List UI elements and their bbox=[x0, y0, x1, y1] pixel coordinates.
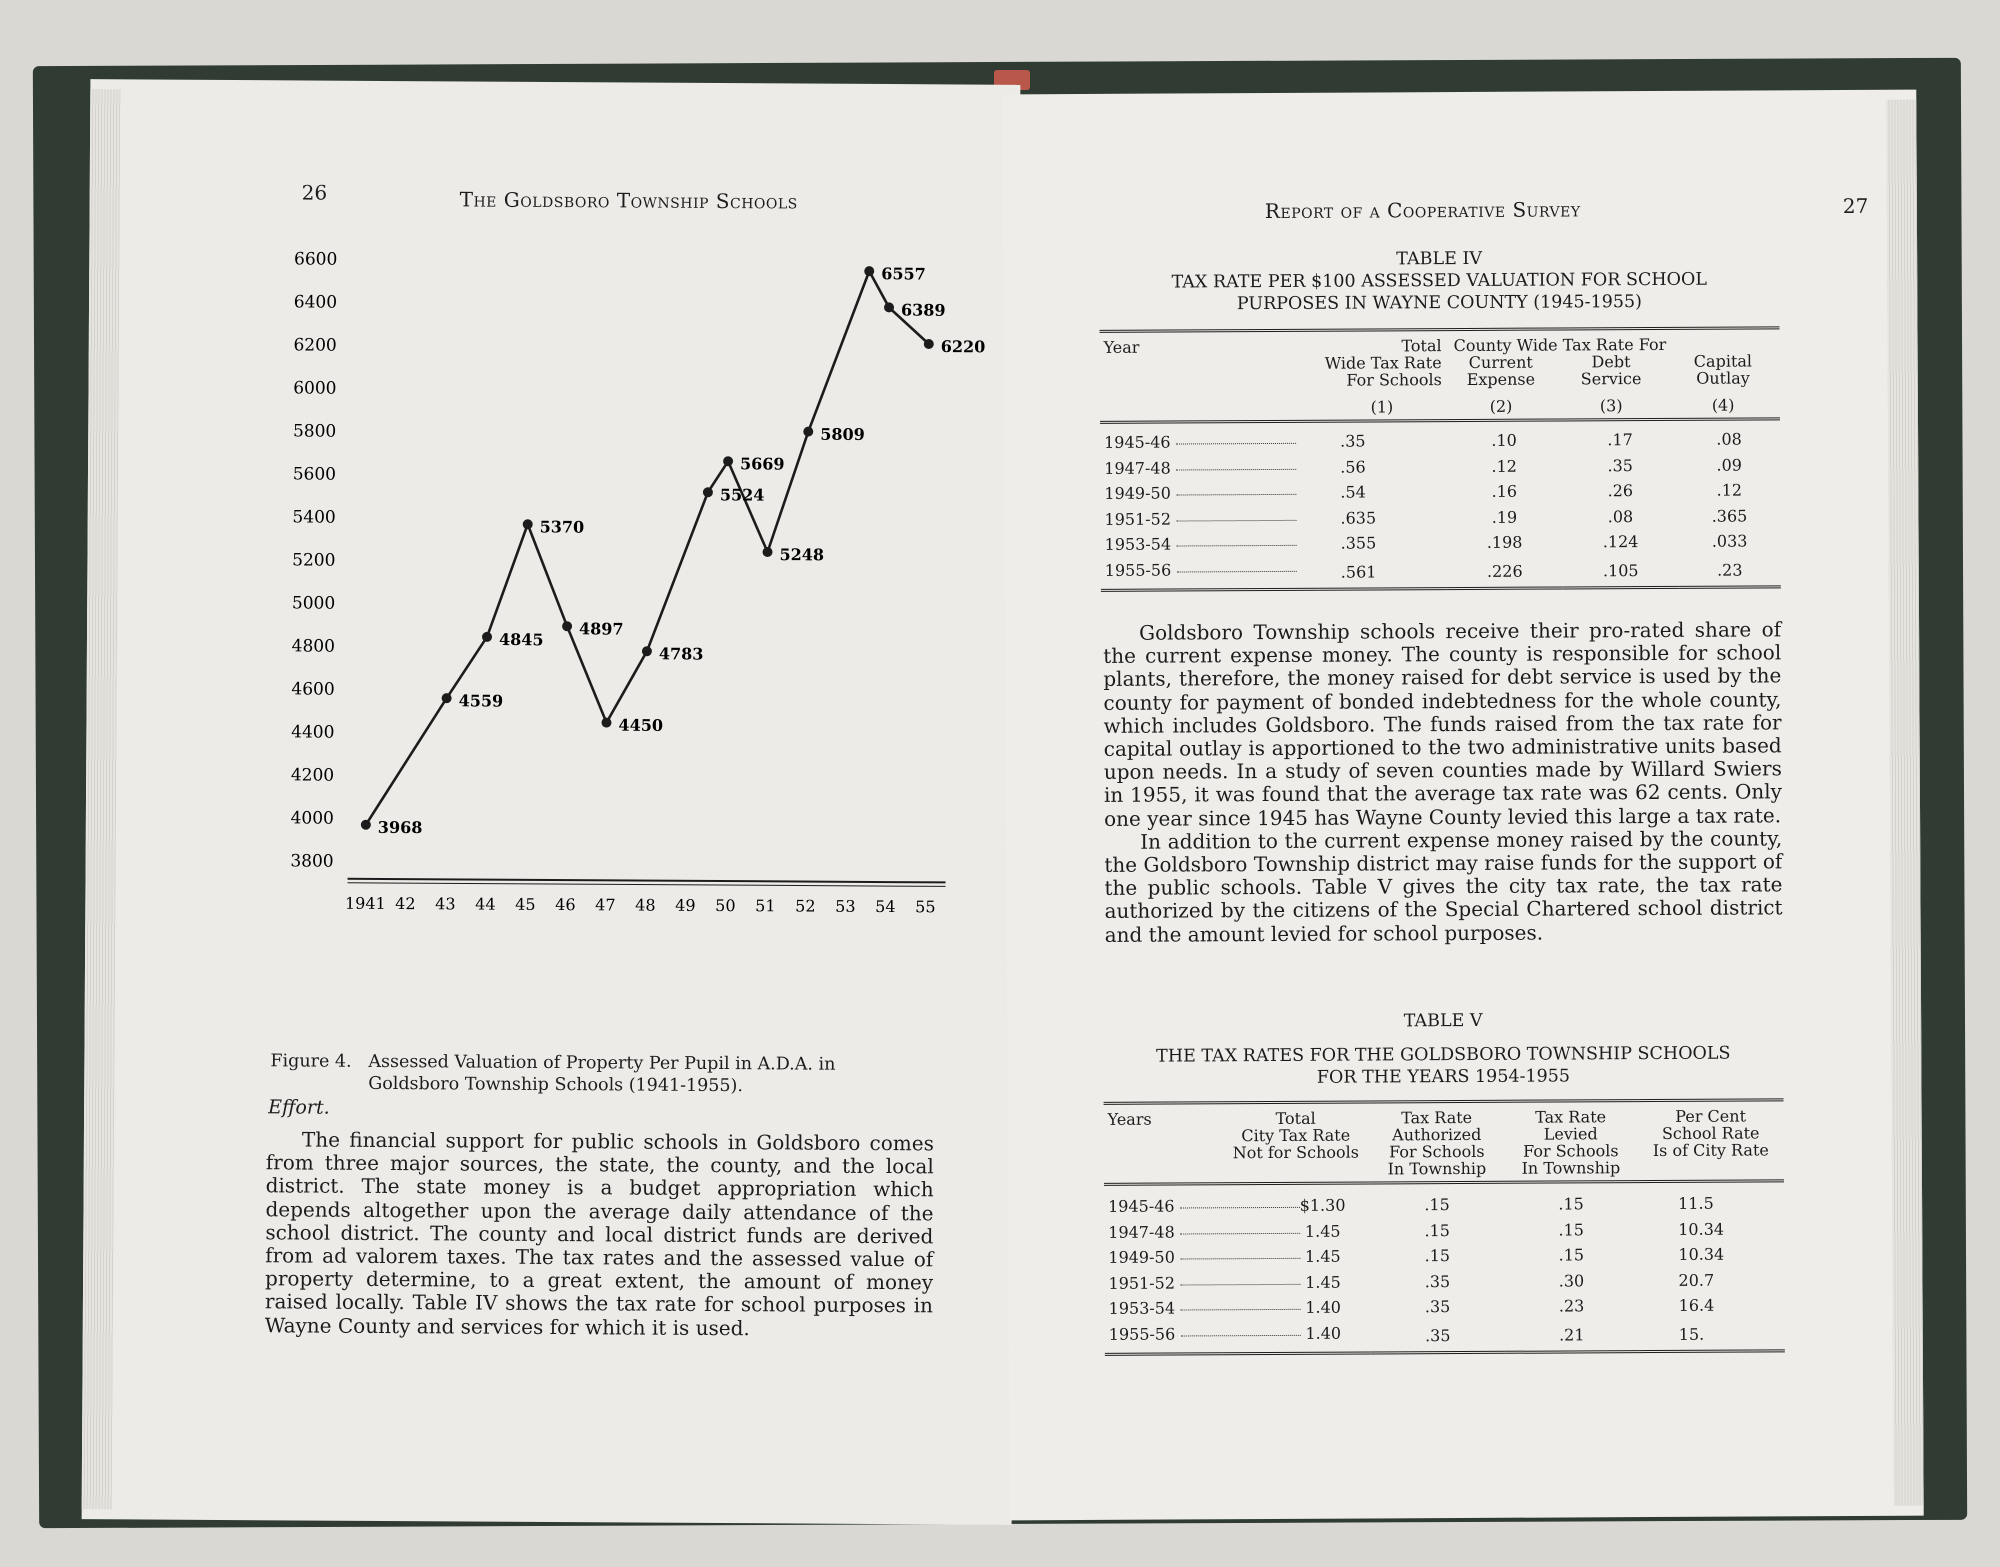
table5-year: 1951-52 bbox=[1108, 1273, 1176, 1293]
data-point bbox=[924, 339, 934, 349]
table4-col4-line2: Capital bbox=[1693, 351, 1753, 371]
table5-authorized: .35 bbox=[1424, 1297, 1451, 1317]
y-tick-label: 5200 bbox=[292, 550, 336, 571]
table4-title-line1: TAX RATE PER $100 ASSESSED VALUATION FOR SCHOOL bbox=[1171, 269, 1707, 293]
table5-authorized: .15 bbox=[1424, 1246, 1451, 1266]
y-tick-label: 4800 bbox=[291, 636, 336, 657]
y-tick-label: 3800 bbox=[290, 851, 334, 872]
y-tick-label: 4600 bbox=[291, 679, 335, 700]
table4-total: .54 bbox=[1340, 482, 1366, 502]
data-point bbox=[884, 302, 894, 312]
table5-year: 1955-56 bbox=[1108, 1324, 1176, 1344]
table5-row bbox=[1105, 1318, 1785, 1355]
table4-label: TABLE IV bbox=[1396, 248, 1483, 270]
figure-caption-text: Assessed Valuation of Property Per Pupil in A.D.A. in Goldsboro Township Schools (1941-1955). bbox=[368, 1051, 836, 1097]
table4-row bbox=[1100, 477, 1780, 506]
table5-col3-line3: For Schools bbox=[1523, 1141, 1619, 1161]
table4-row bbox=[1100, 426, 1780, 455]
x-tick-label: 42 bbox=[395, 894, 416, 914]
table5-authorized: .15 bbox=[1424, 1220, 1450, 1240]
data-point bbox=[361, 820, 371, 830]
x-tick-label: 50 bbox=[715, 896, 736, 916]
x-tick-label: 44 bbox=[475, 894, 496, 914]
table5-percent: 10.34 bbox=[1678, 1244, 1725, 1265]
table5-col3-line1: Tax Rate bbox=[1535, 1107, 1607, 1127]
table4-year: 1955-56 bbox=[1104, 560, 1172, 580]
table5-header-years bbox=[1104, 1103, 1222, 1185]
page-number-left: 26 bbox=[301, 180, 328, 205]
table5-percent: 10.34 bbox=[1678, 1219, 1725, 1239]
table4-total: .35 bbox=[1340, 431, 1366, 451]
table4-current-expense: .16 bbox=[1491, 481, 1518, 502]
table4-year: 1945-46 bbox=[1104, 432, 1171, 453]
table5-title-line2: FOR THE YEARS 1954-1955 bbox=[1316, 1066, 1571, 1088]
x-tick-label: 47 bbox=[595, 895, 616, 915]
y-tick-label: 5400 bbox=[292, 507, 336, 528]
x-axis-line bbox=[348, 883, 946, 887]
table5-city-rate: 1.45 bbox=[1304, 1246, 1341, 1267]
x-tick-label: 46 bbox=[555, 895, 576, 915]
table4-current-expense: .226 bbox=[1486, 561, 1523, 581]
table4-total: .355 bbox=[1340, 533, 1377, 553]
table4-col1-number: (1) bbox=[1370, 397, 1394, 417]
data-point bbox=[601, 718, 611, 728]
table5-row bbox=[1104, 1241, 1784, 1270]
data-label: 4783 bbox=[658, 644, 704, 664]
table5-city-rate: 1.40 bbox=[1305, 1323, 1342, 1343]
table5-col3-line4: In Township bbox=[1521, 1158, 1621, 1178]
table5-year: 1949-50 bbox=[1108, 1247, 1175, 1268]
left-page bbox=[82, 79, 1021, 1525]
data-label: 4559 bbox=[458, 691, 504, 711]
table5-row bbox=[1104, 1267, 1784, 1296]
table5-city-rate: 1.45 bbox=[1305, 1272, 1341, 1292]
table4-col1-line1: Total bbox=[1401, 336, 1442, 356]
table4-col2-number: (2) bbox=[1489, 396, 1513, 416]
table4-year: 1951-52 bbox=[1104, 509, 1172, 529]
table4-header-year bbox=[1100, 330, 1318, 422]
data-label: 4845 bbox=[498, 630, 544, 650]
data-point bbox=[864, 266, 874, 276]
table4-current-expense: .10 bbox=[1491, 430, 1517, 451]
table5 bbox=[1104, 1098, 1785, 1356]
table4-header-col1 bbox=[1318, 330, 1446, 422]
data-label: 3968 bbox=[377, 817, 423, 838]
table4-col4-line3: Outlay bbox=[1696, 368, 1750, 388]
table4-col2-line3: Expense bbox=[1466, 369, 1536, 389]
table4-row bbox=[1101, 554, 1781, 591]
y-tick-label: 5000 bbox=[291, 593, 336, 614]
table4-debt-service: .17 bbox=[1607, 430, 1633, 450]
table4-total: .56 bbox=[1340, 457, 1366, 477]
data-point bbox=[803, 427, 813, 437]
y-tick-label: 6600 bbox=[293, 249, 338, 270]
data-label: 4450 bbox=[618, 715, 664, 735]
figure-caption-label: Figure 4. bbox=[270, 1051, 352, 1072]
table4-capital-outlay: .08 bbox=[1716, 429, 1742, 449]
table5-year: 1947-48 bbox=[1108, 1222, 1175, 1242]
data-label: 6220 bbox=[940, 337, 986, 357]
x-tick-label: 51 bbox=[755, 896, 776, 916]
running-head-left: The Goldsboro Township Schools bbox=[459, 187, 798, 214]
table4-debt-service: .105 bbox=[1602, 560, 1639, 581]
table5-title-line1: THE TAX RATES FOR THE GOLDSBORO TOWNSHIP SCHOOLS bbox=[1156, 1043, 1731, 1067]
table5-city-rate: 1.45 bbox=[1304, 1221, 1341, 1241]
y-tick-label: 6000 bbox=[293, 378, 337, 399]
table4-total: .561 bbox=[1340, 562, 1377, 582]
table5-row bbox=[1105, 1292, 1785, 1321]
table5-levied: .15 bbox=[1558, 1245, 1585, 1265]
table4-year: 1953-54 bbox=[1104, 534, 1172, 555]
table4-col3-number: (3) bbox=[1599, 396, 1623, 416]
table4-col3-line2: Debt bbox=[1591, 352, 1631, 372]
table5-header-col1 bbox=[1222, 1102, 1370, 1184]
table5-heading bbox=[1103, 1008, 1783, 1090]
table5-year: 1945-46 bbox=[1108, 1196, 1175, 1217]
data-label: 4897 bbox=[579, 619, 624, 639]
data-label: 5809 bbox=[820, 424, 865, 444]
table4-total: .635 bbox=[1340, 508, 1377, 528]
table5-col4-line3: Is of City Rate bbox=[1652, 1140, 1769, 1161]
data-label: 6389 bbox=[900, 300, 946, 320]
effort-paragraph-text: The financial support for public schools in Goldsboro comes from three major sources, the state, the county, and the local district. The state money is a budget appropriation which depends altogether upon the average daily attendance of the school district. The county and local district funds are derived from ad valorem taxes. The tax rates and the assessed value of property determine, to a great extent, the amount of money raised locally. Table IV shows the tax rate for school purposes in Wayne County and services for which it is used. bbox=[264, 1127, 934, 1340]
x-tick-label: 1941 bbox=[344, 893, 386, 913]
effort-paragraph bbox=[265, 1128, 934, 1341]
table5-header-years-label: Years bbox=[1107, 1109, 1152, 1129]
table5-levied: .21 bbox=[1558, 1325, 1585, 1345]
table4-row bbox=[1100, 503, 1780, 532]
data-point bbox=[442, 693, 452, 703]
y-tick-label: 4000 bbox=[290, 808, 334, 829]
table4-header-group-label: County Wide Tax Rate For bbox=[1453, 334, 1667, 356]
data-point bbox=[523, 519, 533, 529]
table4-current-expense: .19 bbox=[1491, 507, 1518, 527]
table4-col4-number: (4) bbox=[1711, 395, 1735, 415]
x-tick-label: 48 bbox=[635, 895, 656, 915]
right-page bbox=[1002, 90, 1923, 1521]
table4-year: 1949-50 bbox=[1104, 483, 1171, 504]
table5-row bbox=[1104, 1216, 1784, 1245]
data-point bbox=[763, 547, 773, 557]
table5-col1-line3: Not for Schools bbox=[1232, 1142, 1359, 1163]
table4-col2-line2: Current bbox=[1468, 352, 1533, 372]
table4-debt-service: .35 bbox=[1607, 455, 1633, 475]
table4-col1-line2: Wide Tax Rate bbox=[1324, 353, 1442, 373]
table5-col2-line4: In Township bbox=[1387, 1158, 1487, 1179]
tax-discussion bbox=[1103, 618, 1783, 946]
table4-debt-service: .26 bbox=[1607, 481, 1634, 501]
table4-capital-outlay: .12 bbox=[1716, 480, 1743, 500]
table5-percent: 11.5 bbox=[1678, 1193, 1714, 1214]
data-point bbox=[723, 456, 733, 466]
table5-city-rate: $1.30 bbox=[1299, 1195, 1346, 1216]
table4-debt-service: .08 bbox=[1607, 506, 1634, 526]
table5-authorized: .35 bbox=[1424, 1271, 1451, 1291]
running-head-right: Report of a Cooperative Survey bbox=[1264, 197, 1581, 224]
table5-authorized: .15 bbox=[1424, 1195, 1450, 1215]
data-label: 5669 bbox=[740, 454, 785, 474]
y-tick-label: 4400 bbox=[291, 722, 335, 743]
series-line bbox=[366, 268, 929, 828]
table4-header-col2 bbox=[1446, 354, 1557, 416]
paragraph-1: Goldsboro Township schools receive their pro-rated share of the current expense money. The county is responsible for school plants, therefore, the money raised for debt service is used by the county for payment of bonded indebtedness for the whole county, which includes Goldsboro. The funds raised from the tax rate for capital outlay is apportioned to the two administrative units based upon needs. In a study of seven counties made by Willard Swiers in 1955, it was found that the average tax rate was 62 cents. Only one year since 1945 has Wayne County levied this large a tax rate. bbox=[1103, 617, 1782, 831]
data-label: 5248 bbox=[779, 545, 825, 565]
data-point bbox=[482, 632, 492, 642]
table5-levied: .15 bbox=[1558, 1220, 1584, 1240]
table5-header-col4 bbox=[1638, 1100, 1784, 1182]
table5-percent: 16.4 bbox=[1678, 1295, 1715, 1316]
table4-capital-outlay: .09 bbox=[1716, 455, 1742, 475]
x-tick-label: 53 bbox=[835, 896, 856, 916]
data-label: 6557 bbox=[881, 264, 926, 284]
table4-row bbox=[1100, 452, 1780, 481]
table5-col2-line2: Authorized bbox=[1392, 1124, 1482, 1145]
page-number-right: 27 bbox=[1842, 193, 1869, 219]
x-tick-label: 49 bbox=[675, 895, 696, 915]
table4-capital-outlay: .365 bbox=[1711, 506, 1748, 526]
table4-year: 1947-48 bbox=[1104, 458, 1171, 478]
table5-authorized: .35 bbox=[1424, 1325, 1451, 1345]
table5-percent: 15. bbox=[1678, 1324, 1705, 1344]
y-tick-label: 5600 bbox=[292, 464, 337, 485]
figure-caption bbox=[270, 1050, 930, 1098]
y-tick-label: 6400 bbox=[293, 292, 338, 313]
table5-levied: .30 bbox=[1558, 1271, 1585, 1291]
table5-header-col3 bbox=[1504, 1101, 1638, 1183]
table4-header-group bbox=[1446, 328, 1780, 421]
section-heading-effort: Effort. bbox=[268, 1096, 330, 1119]
data-label: 5370 bbox=[539, 517, 585, 537]
table5-col2-line1: Tax Rate bbox=[1401, 1107, 1473, 1128]
paragraph-2: In addition to the current expense money raised by the county, the Goldsboro Township district may raise funds for the support of the public schools. Table V gives the city tax rate, the tax rate authorized by the citizens of the Special Chartered school district and the amount levied for school purposes. bbox=[1104, 826, 1783, 947]
table4-header-col3 bbox=[1556, 353, 1667, 415]
table4-header-col4 bbox=[1666, 352, 1780, 414]
x-tick-label: 43 bbox=[435, 894, 456, 914]
table5-col1-line1: Total bbox=[1275, 1108, 1316, 1128]
table4-capital-outlay: .23 bbox=[1716, 560, 1743, 580]
table5-year: 1953-54 bbox=[1108, 1298, 1176, 1319]
x-tick-label: 45 bbox=[515, 894, 536, 914]
table5-col4-line2: School Rate bbox=[1661, 1123, 1760, 1143]
table5-header-col2 bbox=[1370, 1101, 1504, 1183]
table5-col2-line3: For Schools bbox=[1389, 1141, 1485, 1162]
x-tick-label: 52 bbox=[795, 896, 816, 916]
data-point bbox=[642, 646, 652, 656]
table4-current-expense: .12 bbox=[1491, 456, 1517, 476]
table5-city-rate: 1.40 bbox=[1305, 1297, 1341, 1318]
table4 bbox=[1100, 326, 1781, 592]
table4-capital-outlay: .033 bbox=[1711, 531, 1748, 551]
table5-percent: 20.7 bbox=[1678, 1270, 1715, 1290]
table5-col1-line2: City Tax Rate bbox=[1241, 1125, 1351, 1146]
table5-label: TABLE V bbox=[1403, 1010, 1483, 1032]
table5-row bbox=[1104, 1190, 1784, 1219]
y-tick-label: 5800 bbox=[292, 421, 337, 442]
data-label: 5524 bbox=[719, 485, 765, 505]
x-tick-label: 54 bbox=[875, 896, 896, 917]
valuation-line-chart bbox=[235, 230, 986, 917]
x-tick-label: 55 bbox=[915, 897, 936, 917]
y-tick-label: 6200 bbox=[293, 335, 337, 356]
table4-debt-service: .124 bbox=[1602, 532, 1639, 552]
data-point bbox=[703, 487, 713, 497]
table5-levied: .15 bbox=[1558, 1194, 1584, 1214]
data-point bbox=[562, 621, 572, 631]
table4-title-line2: PURPOSES IN WAYNE COUNTY (1945-1955) bbox=[1236, 292, 1642, 315]
table5-col3-line2: Levied bbox=[1543, 1124, 1598, 1144]
table4-row bbox=[1101, 528, 1781, 557]
table5-col4-line1: Per Cent bbox=[1675, 1106, 1747, 1126]
x-axis-line bbox=[348, 879, 946, 883]
table4-col3-line3: Service bbox=[1580, 369, 1642, 389]
table4-header-year-label: Year bbox=[1103, 337, 1140, 357]
table4-heading bbox=[1099, 246, 1779, 316]
table5-levied: .23 bbox=[1558, 1296, 1585, 1316]
table4-col1-line3: For Schools bbox=[1346, 370, 1442, 390]
y-tick-label: 4200 bbox=[290, 765, 335, 786]
table4-current-expense: .198 bbox=[1486, 532, 1523, 553]
